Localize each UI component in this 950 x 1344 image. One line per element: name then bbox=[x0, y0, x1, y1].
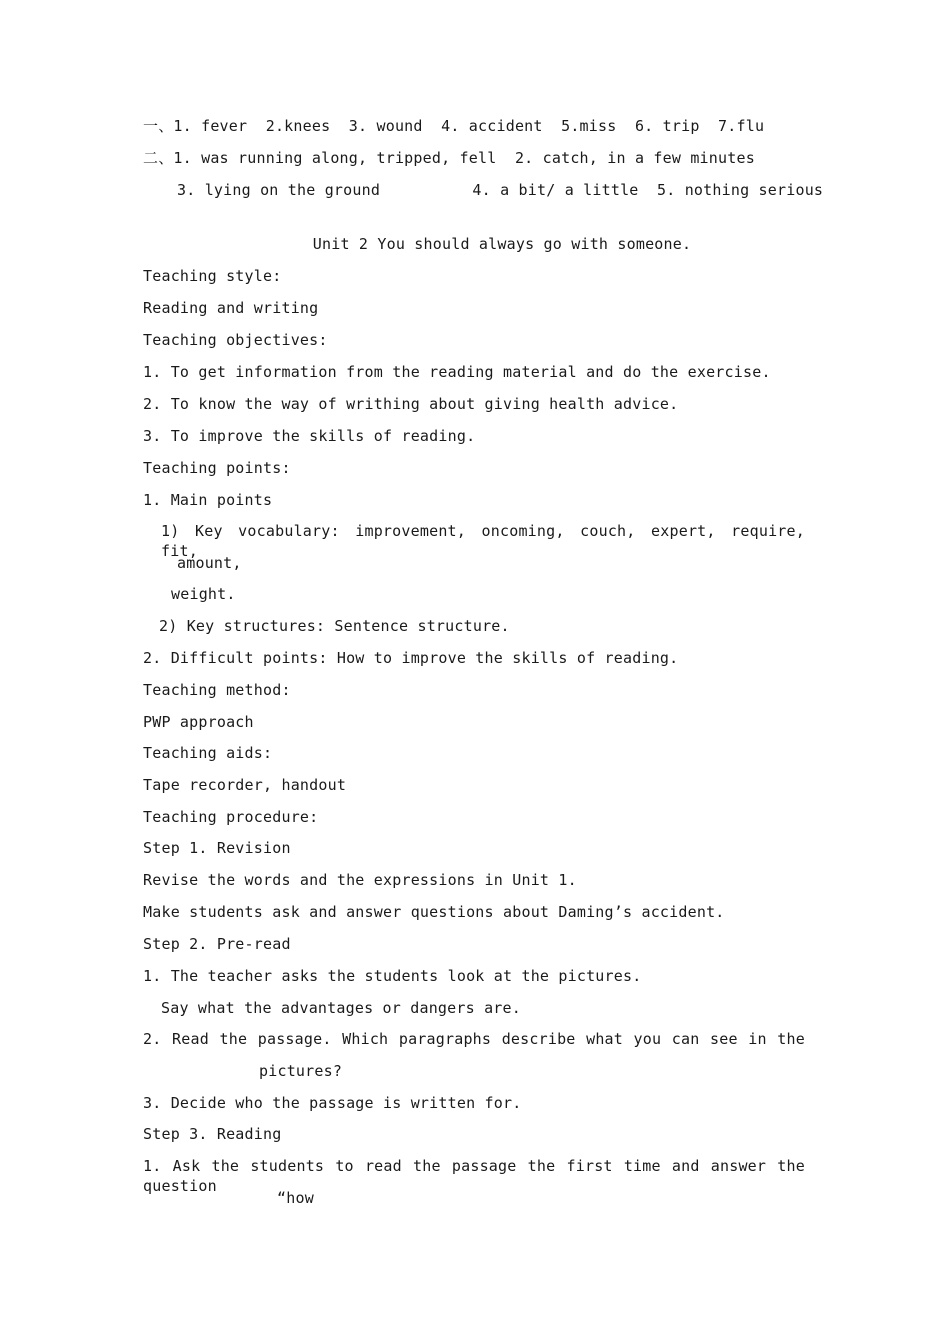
heading-teaching-procedure: Teaching procedure: bbox=[143, 808, 319, 826]
text-line: 2. Difficult points: How to improve the skills of reading. bbox=[143, 649, 679, 667]
text-line: amount, bbox=[177, 554, 242, 572]
text-line: 1. Main points bbox=[143, 491, 273, 509]
text-line: “how bbox=[277, 1189, 314, 1207]
step-heading: Step 3. Reading bbox=[143, 1125, 282, 1143]
unit-title: Unit 2 You should always go with someone. bbox=[312, 235, 692, 253]
text-line: weight. bbox=[171, 585, 236, 603]
text-line: 2. Read the passage. Which paragraphs describe what you can see in the bbox=[143, 1030, 805, 1048]
step-heading: Step 1. Revision bbox=[143, 839, 291, 857]
heading-teaching-method: Teaching method: bbox=[143, 681, 291, 699]
heading-teaching-objectives: Teaching objectives: bbox=[143, 331, 328, 349]
key-vocabulary-line: 1) Key vocabulary: improvement, oncoming, couch, expert, require, fit, bbox=[161, 522, 805, 560]
text-line: Tape recorder, handout bbox=[143, 776, 347, 794]
text-line: Say what the advantages or dangers are. bbox=[161, 999, 521, 1017]
text-line: Reading and writing bbox=[143, 299, 319, 317]
answers-section-1: 一、1. fever 2.knees 3. wound 4. accident 5.miss 6. trip 7.flu bbox=[143, 117, 765, 135]
text-line: Make students ask and answer questions about Daming’s accident. bbox=[143, 903, 725, 921]
answers-section-2-line-1: 二、1. was running along, tripped, fell 2. catch, in a few minutes bbox=[143, 149, 755, 167]
text-line: 3. Decide who the passage is written for. bbox=[143, 1094, 522, 1112]
text-line: PWP approach bbox=[143, 713, 254, 731]
heading-teaching-aids: Teaching aids: bbox=[143, 744, 273, 762]
objective-item: 1. To get information from the reading material and do the exercise. bbox=[143, 363, 771, 381]
text-line: 1. Ask the students to read the passage the first time and answer the question bbox=[143, 1157, 805, 1195]
heading-teaching-style: Teaching style: bbox=[143, 267, 282, 285]
heading-teaching-points: Teaching points: bbox=[143, 459, 291, 477]
objective-item: 3. To improve the skills of reading. bbox=[143, 427, 476, 445]
text-line: Revise the words and the expressions in Unit 1. bbox=[143, 871, 577, 889]
objective-item: 2. To know the way of writhing about giving health advice. bbox=[143, 395, 679, 413]
step-heading: Step 2. Pre-read bbox=[143, 935, 291, 953]
answers-section-2-line-2: 3. lying on the ground 4. a bit/ a little 5. nothing serious bbox=[177, 181, 824, 199]
text-line: 1. The teacher asks the students look at the pictures. bbox=[143, 967, 642, 985]
text-line: pictures? bbox=[259, 1062, 343, 1080]
text-line: 2) Key structures: Sentence structure. bbox=[159, 617, 510, 635]
